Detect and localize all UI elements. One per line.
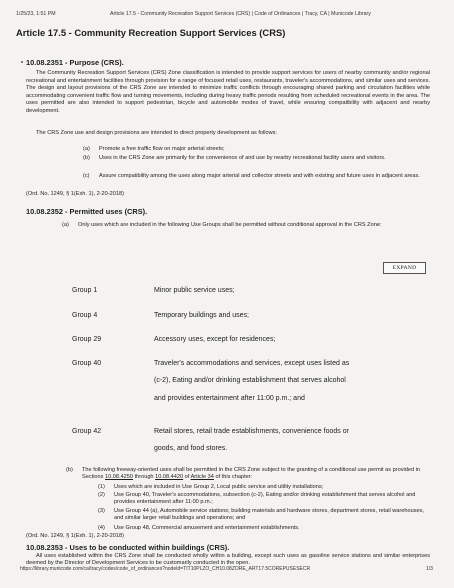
- conditional-item-1: [98, 484, 428, 492]
- permitted-item-mark: (b): [66, 467, 73, 473]
- use-group-description: Temporary buildings and uses;: [154, 312, 249, 319]
- purpose-item-b: [83, 155, 428, 171]
- purpose-item-text: Uses in the CRS Zone are primarily for the convenience of and use by nearby recreational facility users and visitors.: [99, 155, 386, 161]
- expand-button[interactable]: EXPAND: [383, 262, 426, 274]
- purpose-paragraph: The Community Recreation Support Services (CRS) Zone classification is intended to provide support services for users of nearby community and/or regional recreational and entertainment facilities through provision for a range of focused retail uses, restaurants, traveler's accommodations, and similar uses and services. The design and layout provisions of the CRS Zone are intended to minimize traffic conflicts through encouraging shared parking and circulation facilities while accommodating convenient traffic flow and turning movements, including during heavy traffic periods resulting from scheduled recreational events in the area. The uses permitted are also intended to support pedestrian, bicycle and automobile modes of travel, while ensuring compatibility with adjacent and nearby development.: [26, 70, 430, 114]
- use-group-description: Accessory uses, except for residences;: [154, 336, 276, 343]
- conditional-item-text: Uses which are included in Use Group 2, Local public service and utility installations;: [114, 484, 324, 490]
- ordinance-reference: (Ord. No. 1249, § 1(Exh. 1), 2-20-2018): [26, 533, 124, 539]
- use-group-label: Group 42: [72, 428, 102, 435]
- permitted-item-text: The following freeway-oriented uses shall be permitted in the CRS Zone subject to the granting of a conditional use permit as provided in Sections 10.08.4250 through 10.08.4420 of Article 34 of this chapter:: [82, 467, 420, 481]
- conditional-item-4: [98, 525, 428, 533]
- purpose-item-c: [83, 173, 428, 189]
- conditional-item-mark: (4): [98, 525, 105, 531]
- section-link-4420[interactable]: 10.08.4420: [155, 474, 184, 481]
- use-group-label: Group 40: [72, 360, 102, 367]
- conditional-item-text: Use Group 40, Traveler's accommodations, subsection (c-2), Eating and/or drinking establishment that serves alcohol and provides entertainment after 11:00 p.m.;: [114, 492, 416, 506]
- permitted-item-a: [62, 222, 430, 238]
- header-datetime: 1/25/23, 1:51 PM: [16, 11, 56, 17]
- ordinance-reference: (Ord. No. 1249, § 1(Exh. 1), 2-20-2018): [26, 191, 124, 197]
- conditional-item-mark: (2): [98, 492, 105, 498]
- conditional-item-text: Use Group 48, Commercial amusement and entertainment establishments.: [114, 525, 300, 531]
- use-group-label: Group 4: [72, 312, 98, 319]
- header-doc-title: Article 17.5 - Community Recreation Support Services (CRS) | Code of Ordinances | Tracy, CA | Municode Library: [110, 11, 371, 17]
- conditional-item-mark: (3): [98, 508, 105, 514]
- conditional-item-3: [98, 508, 428, 524]
- purpose-item-mark: (b): [83, 155, 90, 161]
- section-link-4250[interactable]: 10.08.4250: [105, 474, 134, 481]
- purpose-item-text: Assure compatibility among the uses along major arterial and collector streets and with existing and future uses in adjacent areas.: [99, 173, 420, 179]
- section-heading-2352: 10.08.2352 - Permitted uses (CRS).: [26, 207, 148, 216]
- conditional-item-text: Use Group 44 (a), Automobile service stations; building materials and hardware stores, department stores, retail warehouses, and similar larger retail buildings and operations; and: [114, 508, 424, 522]
- section-heading-2353: 10.08.2353 - Uses to be conducted within buildings (CRS).: [26, 543, 230, 552]
- permitted-item-mark: (a): [62, 222, 69, 228]
- section-heading-2351: 10.08.2351 - Purpose (CRS).: [26, 58, 124, 67]
- page-number: 1/3: [426, 566, 433, 572]
- article-34-link[interactable]: Article 34: [190, 474, 214, 481]
- conditional-item-2: [98, 492, 428, 508]
- conditional-item-mark: (1): [98, 484, 105, 490]
- use-group-label: Group 29: [72, 336, 102, 343]
- purpose-item-mark: (c): [83, 173, 90, 179]
- purpose-item-mark: (a): [83, 146, 90, 152]
- permitted-item-text: Only uses which are included in the following Use Groups shall be permitted without conditional approval in the CRS Zone:: [78, 222, 382, 228]
- permitted-item-b: [66, 467, 428, 483]
- purpose-item-a: [83, 146, 428, 154]
- buildings-paragraph: All uses established within the CRS Zone shall be conducted wholly within a building, except such uses as gasoline service stations and similar enterprises deemed by the Director of Development Services to be customarily conducted in the open.: [26, 553, 430, 566]
- use-group-description: Minor public service uses;: [154, 287, 235, 294]
- use-group-description: Traveler's accommodations and services, except uses listed as (c-2), Eating and/or drinking establishment that serves alcohol and provides entertainment after 11:00 p.m.; and: [154, 360, 350, 402]
- article-title: Article 17.5 - Community Recreation Support Services (CRS): [16, 27, 286, 38]
- footer-url[interactable]: https://library.municode.com/ca/tracy/codes/code_of_ordinances?nodeId=TIT10PLZO_CH10.08ZORE_ART17.5COREPUSESECR: [20, 566, 311, 572]
- use-group-description: Retail stores, retail trade establishments, convenience foods or goods, and food stores.: [154, 428, 349, 453]
- scan-dot: [21, 61, 23, 63]
- purpose-item-text: Promote a free traffic flow on major arterial streets;: [99, 146, 225, 152]
- purpose-intro-paragraph: The CRS Zone use and design provisions are intended to direct property development as follows:: [36, 130, 277, 136]
- use-group-label: Group 1: [72, 287, 98, 294]
